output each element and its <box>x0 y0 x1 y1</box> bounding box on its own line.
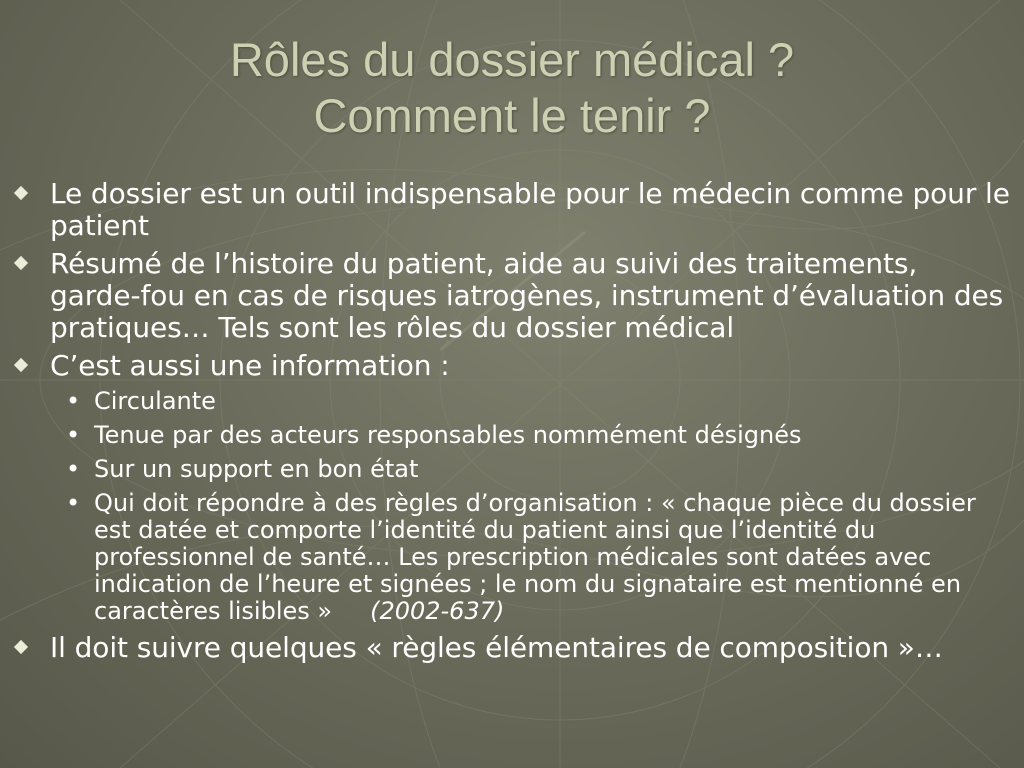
dot-bullet-icon: • <box>66 489 81 517</box>
dot-bullet-icon: • <box>66 455 81 483</box>
diamond-bullet-icon <box>14 256 28 270</box>
bullet-text: Le dossier est un outil indispensable pour le médecin comme pour le patient <box>50 177 1010 242</box>
slide-title-line-1: Rôles du dossier médical ? <box>229 33 795 86</box>
dot-bullet-icon: • <box>66 421 81 449</box>
diamond-bullet-icon <box>14 358 28 372</box>
bullet-item <box>14 248 1014 344</box>
bullet-item <box>14 350 1014 382</box>
bullet-text: Résumé de l’histoire du patient, aide au suivi des traitements, garde-fou en cas de risques iatrogènes, instrument d’évaluation des pratiques… Tels sont les rôles du dossier médical <box>50 247 1004 344</box>
sub-bullet-text: Tenue par des acteurs responsables nommément désignés <box>94 421 802 449</box>
sub-bullet-item <box>14 456 1014 483</box>
bullet-text: C’est aussi une information : <box>50 349 450 382</box>
sub-bullet-item <box>14 490 1014 625</box>
diamond-bullet-icon <box>14 640 28 654</box>
sub-bullet-text: Sur un support en bon état <box>94 455 419 483</box>
slide-title-line-2: Comment le tenir ? <box>313 89 711 142</box>
dot-bullet-icon: • <box>66 387 81 415</box>
sub-bullet-item <box>14 388 1014 415</box>
sub-bullet-item <box>14 422 1014 449</box>
diamond-bullet-icon <box>14 186 28 200</box>
bullet-item <box>14 178 1014 242</box>
sub-bullet-list <box>14 388 1014 625</box>
bullet-item <box>14 632 1014 664</box>
bullet-text: Il doit suivre quelques « règles élémentaires de composition »… <box>50 631 943 664</box>
sub-bullet-text: Qui doit répondre à des règles d’organisation : « chaque pièce du dossier est datée et comporte l’identité du patient ainsi que l’identité du professionnel de santé… Les prescription médicales sont datées avec indication de l’heure et signées ; le nom du signataire est mentionné en caractères lisibles » <box>94 489 976 625</box>
slide-title <box>0 32 1024 144</box>
slide-body <box>14 178 1014 670</box>
law-reference: (2002-637) <box>370 597 505 625</box>
sub-bullet-text: Circulante <box>94 387 216 415</box>
